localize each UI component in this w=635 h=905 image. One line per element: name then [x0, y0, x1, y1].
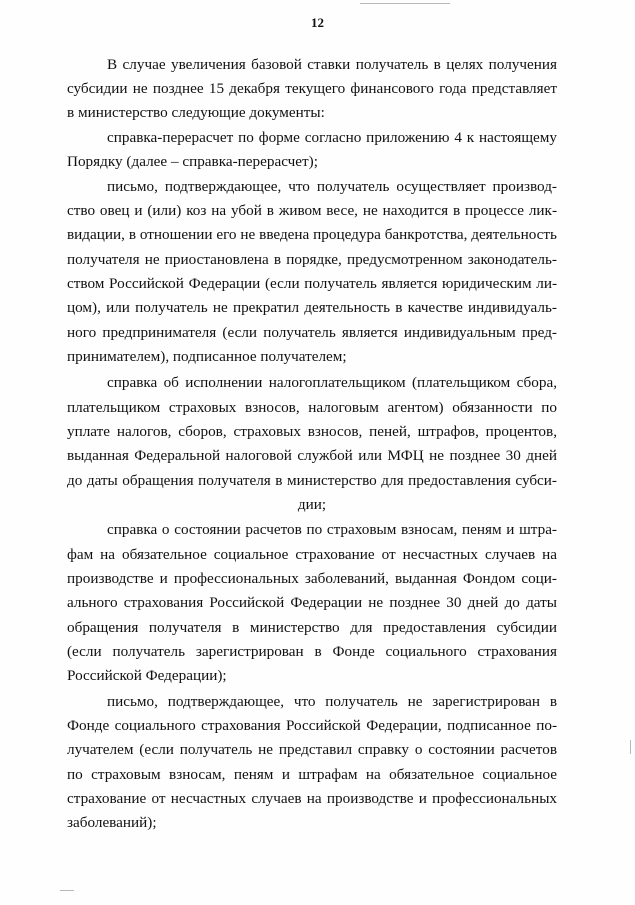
text-line: справка о состоянии расчетов по страховым взносам, пеням и штра- [107, 521, 557, 538]
text-line: уплате налогов, сборов, страховых взносов, пеней, штрафов, процентов, [67, 423, 557, 440]
text-line: обращения получателя в министерство для предоставления субсидии [67, 619, 557, 636]
text-line: страхование от несчастных случаев на производстве и профессиональных [67, 790, 557, 807]
text-line: лучателем (если получатель не представил справку о состоянии расчетов [67, 741, 557, 758]
text-line: Фонде социального страхования Российской Федерации, подписанное по- [67, 717, 557, 734]
scan-edge-mark-bottom [60, 890, 74, 891]
text-line: заболеваний); [67, 814, 157, 831]
text-line: (если получатель зарегистрирован в Фонде социального страхования [67, 643, 557, 660]
text-line: субсидии не позднее 15 декабря текущего финансового года представляет [67, 80, 557, 97]
text-line: Российской Федерации); [67, 667, 227, 684]
text-line: ального страхования Российской Федерации не позднее 30 дней до даты [67, 594, 557, 611]
text-line: плательщиком страховых взносов, налоговым агентом) обязанности по [67, 399, 557, 416]
text-line: фам на обязательное социальное страхование от несчастных случаев на [67, 546, 557, 563]
text-line: письмо, подтверждающее, что получатель не зарегистрирован в [107, 693, 557, 710]
text-line: получателя не приостановлена в порядке, предусмотренном законодатель- [67, 251, 557, 268]
scan-edge-mark-right [630, 740, 631, 754]
text-line: В случае увеличения базовой ставки получатель в целях получения [107, 56, 557, 73]
text-line: ного предпринимателя (если получатель является индивидуальным пред- [67, 324, 557, 341]
text-line: ством Российской Федерации (если получатель является юридическим ли- [67, 275, 557, 292]
text-line: в министерство следующие документы: [67, 104, 325, 121]
text-line: выданная Федеральной налоговой службой или МФЦ не позднее 30 дней [67, 447, 557, 464]
text-line: цом), или получатель не прекратил деятельность в качестве индивидуаль- [67, 299, 557, 316]
text-line: справка-перерасчет по форме согласно приложению 4 к настоящему [107, 129, 557, 146]
text-line: до даты обращения получателя в министерство для предоставления субси- [67, 472, 557, 489]
text-line: видации, в отношении его не введена процедура банкротства, деятельность [67, 226, 557, 243]
text-line: Порядку (далее – справка-перерасчет); [67, 153, 318, 170]
text-line: справка об исполнении налогоплательщиком (плательщиком сбора, [107, 374, 557, 391]
text-line: дии; [297, 496, 327, 513]
text-line: производстве и профессиональных заболеваний, выданная Фондом соци- [67, 570, 557, 587]
text-line: ство овец и (или) коз на убой в живом весе, не находится в процессе лик- [67, 202, 557, 219]
page-number: 12 [311, 15, 324, 30]
scan-edge-mark-top [360, 3, 450, 4]
text-line: письмо, подтверждающее, что получатель осуществляет производ- [107, 178, 557, 195]
text-line: по страховым взносам, пеням и штрафам на обязательное социальное [67, 766, 557, 783]
text-line: принимателем), подписанное получателем; [67, 348, 347, 365]
